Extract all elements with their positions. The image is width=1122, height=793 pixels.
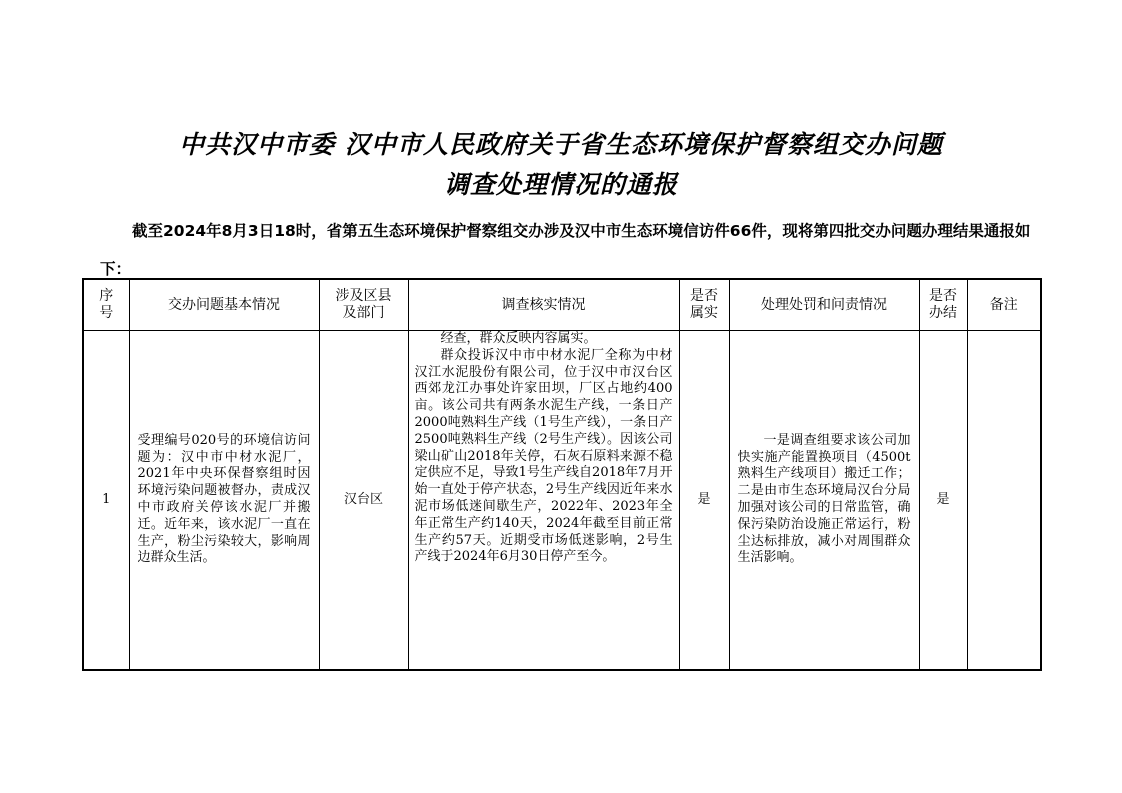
issues-table (82, 278, 1042, 671)
header-basic: 交办问题基本情况 (129, 279, 319, 331)
cell-punishment (729, 331, 919, 671)
header-remarks: 备注 (967, 279, 1041, 331)
header-district: 涉及区县及部门 (319, 279, 408, 331)
cell-investigation (408, 331, 679, 671)
header-closed: 是否办结 (919, 279, 967, 331)
document-title-line1: 中共汉中市委 汉中市人民政府关于省生态环境保护督察组交办问题 (179, 130, 943, 159)
header-seq: 序号 (83, 279, 129, 331)
investigation-detail: 群众投诉汉中市中材水泥厂全称为中材汉江水泥股份有限公司，位于汉中市汉台区西郊龙江办事处许家田坝，厂区占地约400亩。该公司共有两条水泥生产线，一条日产2000吨熟料生产线（1号生产线），一条日产2500吨熟料生产线（2号生产线）。因该公司梁山矿山2018年关停，石灰石原料来源不稳定供应不足，导致1号生产线自2018年7月开始一直处于停产状态，2号生产线因近年来水泥市场低迷间歇生产，2022年、2023年全年正常生产约140天，2024年截至目前正常生产约57天。近期受市场低迷影响，2号生产线于2024年6月30日停产至今。 (414, 347, 673, 565)
table-row (83, 331, 1041, 671)
punishment-text: 一是调查组要求该公司加快实施产能置换项目（4500t熟料生产线项目）搬迁工作；二是由市生态环境局汉台分局加强对该公司的日常监管，确保污染防治设施正常运行，粉尘达标排放，减小对周围群众生活影响。 (737, 432, 911, 566)
table-header-row (83, 279, 1041, 331)
cell-verified: 是 (679, 331, 729, 671)
header-investigation: 调查核实情况 (408, 279, 679, 331)
cell-basic: 受理编号020号的环境信访问题为：汉中市中材水泥厂，2021年中央环保督察组时因环境污染问题被督办，责成汉中市政府关停该水泥厂并搬迁。近年来，该水泥厂一直在生产，粉尘污染较大，影响周边群众生活。 (129, 331, 319, 671)
document-title-line2: 调查处理情况的通报 (443, 170, 678, 199)
cell-district: 汉台区 (319, 331, 408, 671)
cell-seq: 1 (83, 331, 129, 671)
intro-paragraph: 截至2024年8月3日18时，省第五生态环境保护督察组交办涉及汉中市生态环境信访件66件，现将第四批交办问题办理结果通报如下： (100, 222, 1031, 278)
header-verified: 是否属实 (679, 279, 729, 331)
investigation-summary: 经查，群众反映内容属实。 (440, 331, 597, 346)
cell-closed: 是 (919, 331, 967, 671)
cell-remarks (967, 331, 1041, 671)
header-punishment: 处理处罚和问责情况 (729, 279, 919, 331)
